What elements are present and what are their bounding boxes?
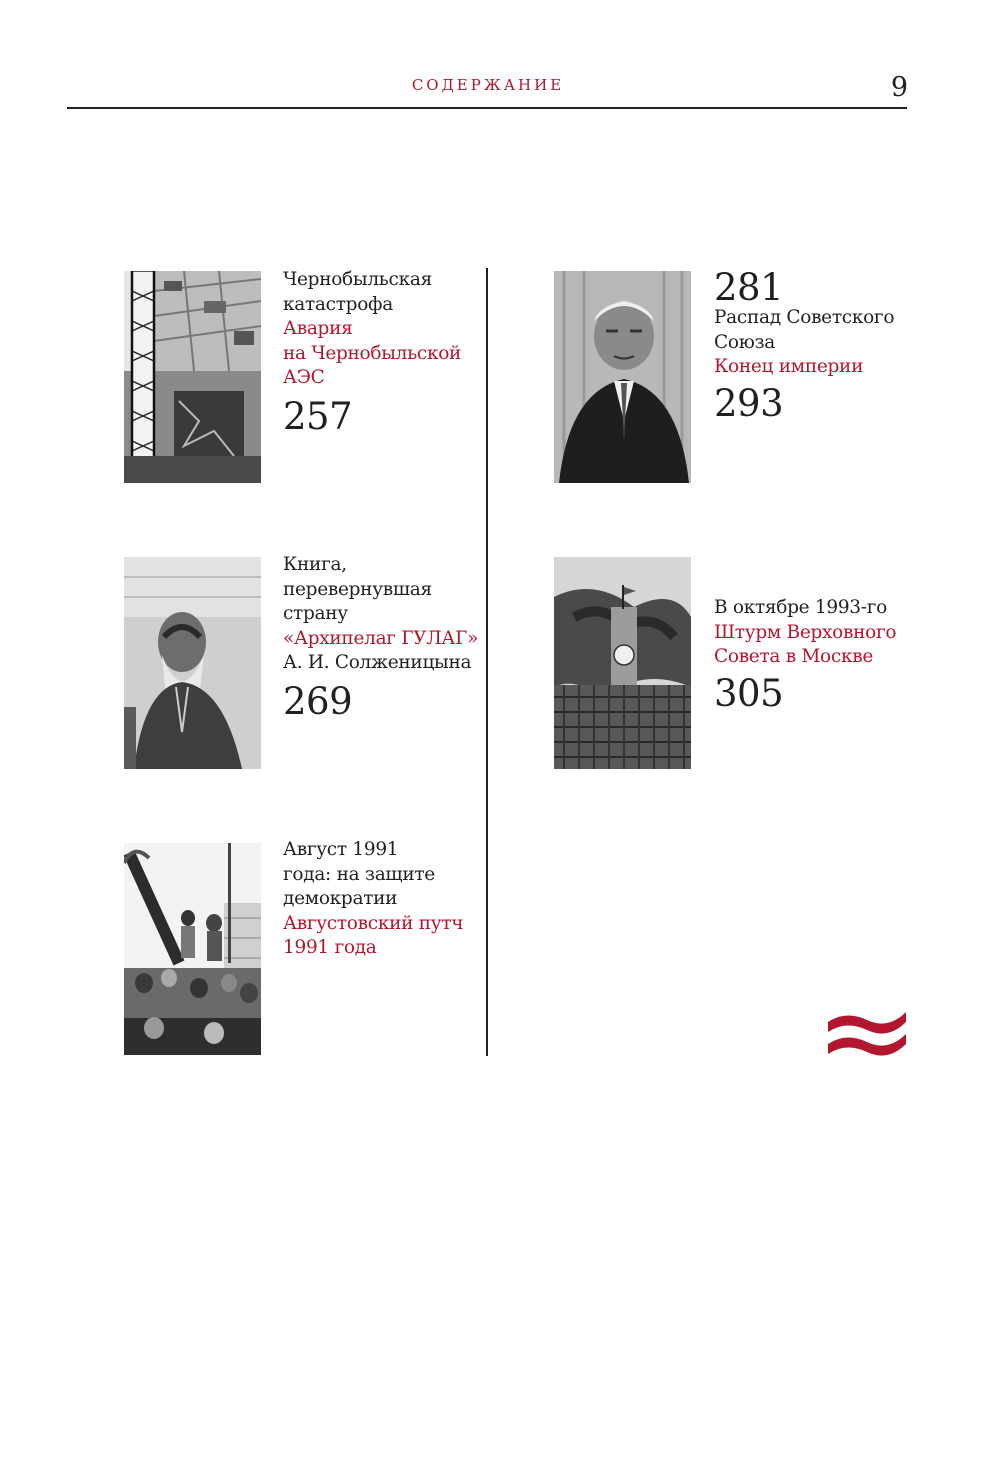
- header-rule: [67, 107, 907, 109]
- entry-subtitle-line: Август 1991: [283, 839, 399, 860]
- page-number: 9: [890, 72, 908, 103]
- entry-title-line[interactable]: «Архипелаг ГУЛАГ»: [283, 627, 479, 649]
- white-house-1993-photo: [554, 557, 691, 769]
- entry-subtitle-line: перевернувшая: [283, 578, 432, 600]
- publisher-wave-logo: [826, 1008, 908, 1056]
- entry-author-line: А. И. Солженицына: [283, 652, 472, 673]
- entry-subtitle-line: Книга,: [283, 554, 347, 575]
- entry-page-number[interactable]: 281: [714, 266, 784, 309]
- entry-subtitle-line: страну: [283, 603, 348, 624]
- entry-page-number[interactable]: 269: [283, 679, 353, 723]
- header-section-title: СОДЕРЖАНИЕ: [411, 76, 565, 94]
- entry-subtitle-line: Чернобыльская: [283, 269, 432, 290]
- entry-title-line[interactable]: Совета в Москве: [714, 646, 873, 667]
- entry-subtitle-line: Союза: [714, 331, 776, 353]
- entry-title-line[interactable]: Августовский путч: [283, 912, 464, 934]
- toc-entry-text: [714, 596, 914, 716]
- yeltsin-portrait-photo: [554, 271, 691, 483]
- toc-entry-text: [283, 553, 483, 724]
- entry-page-number[interactable]: 305: [714, 671, 784, 715]
- chernobyl-reactor-photo: [124, 271, 261, 483]
- august-coup-tank-photo: [124, 843, 261, 1055]
- entry-title-line[interactable]: Авария: [283, 318, 353, 339]
- toc-entry-text: [283, 838, 483, 961]
- entry-title-line[interactable]: 1991 года: [283, 937, 377, 958]
- entry-title-line[interactable]: АЭС: [283, 367, 325, 388]
- entry-page-number[interactable]: 257: [283, 394, 353, 438]
- entry-subtitle-line: Распад Советского: [714, 307, 895, 328]
- entry-page-number[interactable]: 293: [714, 381, 784, 425]
- toc-entry-text: [283, 268, 483, 439]
- entry-title-line[interactable]: Конец империи: [714, 356, 864, 377]
- toc-entry-text: [714, 306, 914, 426]
- entry-subtitle-line: катастрофа: [283, 293, 393, 315]
- entry-title-line[interactable]: Штурм Верховного: [714, 621, 897, 643]
- entry-subtitle-line: демократии: [283, 888, 398, 909]
- solzhenitsyn-portrait-photo: [124, 557, 261, 769]
- entry-subtitle-line: года: на защите: [283, 863, 435, 885]
- entry-title-line[interactable]: на Чернобыльской: [283, 342, 462, 364]
- entry-subtitle-line: В октябре 1993-го: [714, 597, 887, 618]
- column-divider: [486, 268, 488, 1056]
